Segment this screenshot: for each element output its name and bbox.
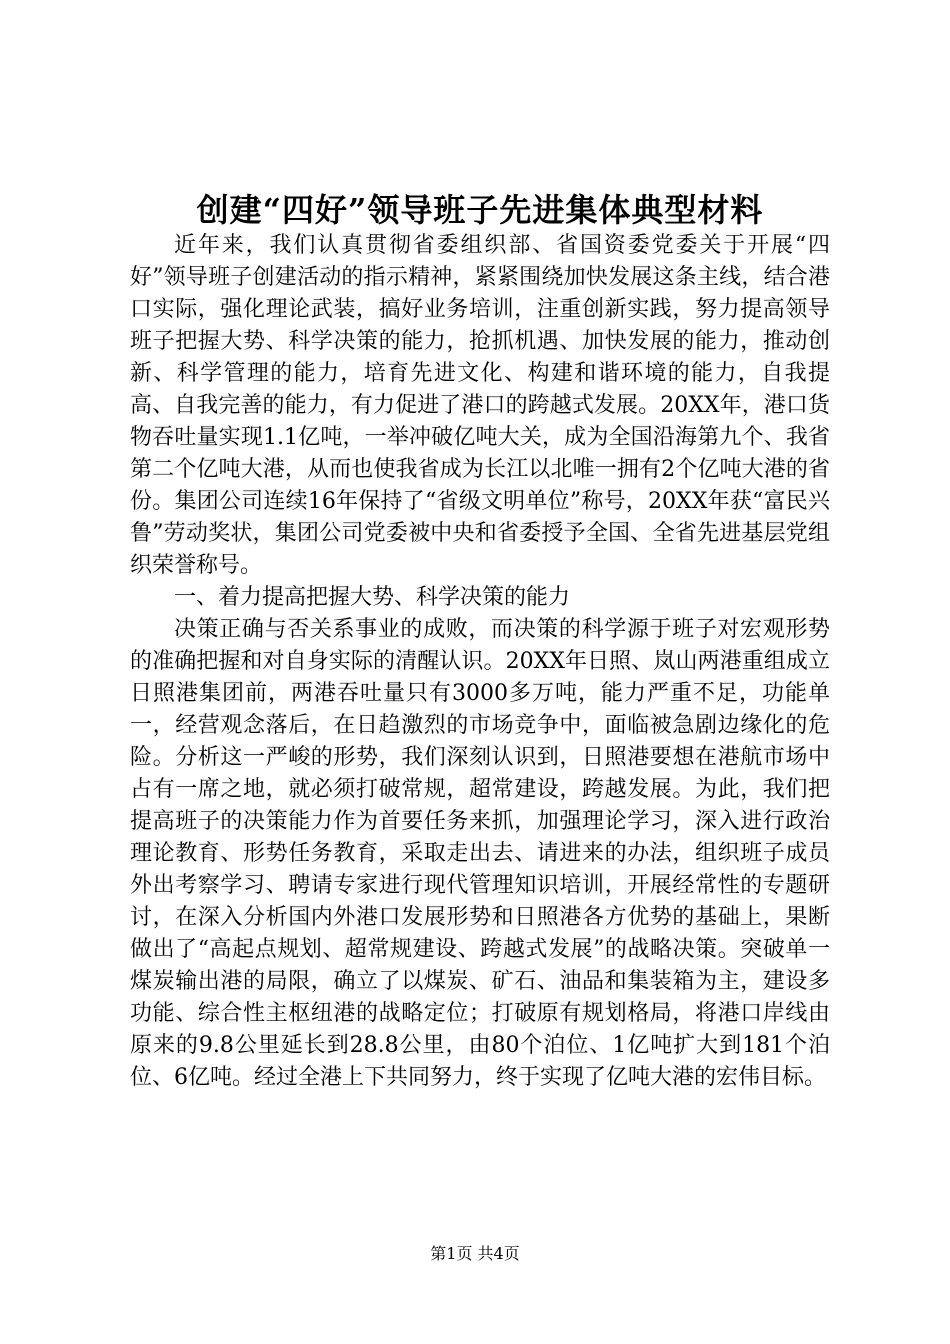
paragraph-intro: 近年来，我们认真贯彻省委组织部、省国资委党委关于开展“四好”领导班子创建活动的指示精神，紧紧围绕加快发展这条主线，结合港口实际，强化理论武装，搞好业务培训，注重创新实践，努力提高领导班子把握大势、科学决策的能力，抢抓机遇、加快发展的能力，推动创新、科学管理的能力，培育先进文化、构建和谐环境的能力，自我提高、自我完善的能力，有力促进了港口的跨越式发展。20XX年，港口货物吞吐量实现1.1亿吨，一举冲破亿吨大关，成为全国沿海第九个、我省第二个亿吨大港，从而也使我省成为长江以北唯一拥有2个亿吨大港的省份。集团公司连续16年保持了“省级文明单位”称号，20XX年获“富民兴鲁”劳动奖状，集团公司党委被中央和省委授予全国、全省先进基层党组织荣誉称号。 [130, 233, 830, 578]
paragraph-section-1: 决策正确与否关系事业的成败，而决策的科学源于班子对宏观形势的准确把握和对自身实际的清醒认识。20XX年日照、岚山两港重组成立日照港集团前，两港吞吐量只有3000多万吨，能力严重不足，功能单一，经营观念落后，在日趋激烈的市场竞争中，面临被急剧边缘化的危险。分析这一严峻的形势，我们深刻认识到，日照港要想在港航市场中占有一席之地，就必须打破常规，超常建设，跨越发展。为此，我们把提高班子的决策能力作为首要任务来抓，加强理论学习，深入进行政治理论教育、形势任务教育，采取走出去、请进来的办法，组织班子成员外出考察学习、聘请专家进行现代管理知识培训，开展经常性的专题研讨，在深入分析国内外港口发展形势和日照港各方优势的基础上，果断做出了“高起点规划、超常规建设、跨越式发展”的战略决策。突破单一煤炭输出港的局限，确立了以煤炭、矿石、油品和集装箱为主，建设多功能、综合性主枢纽港的战略定位；打破原有规划格局，将港口岸线由原来的9.8公里延长到28.8公里，由80个泊位、1亿吨扩大到181个泊位、6亿吨。经过全港上下共同努力，终于实现了亿吨大港的宏伟目标。 [130, 617, 830, 1090]
page-footer: 第1页 共4页 [430, 1244, 520, 1263]
document-page [130, 190, 830, 1094]
document-title: 创建“四好”领导班子先进集体典型材料 [196, 191, 764, 229]
section-heading-1: 一、着力提高把握大势、科学决策的能力 [174, 585, 571, 610]
